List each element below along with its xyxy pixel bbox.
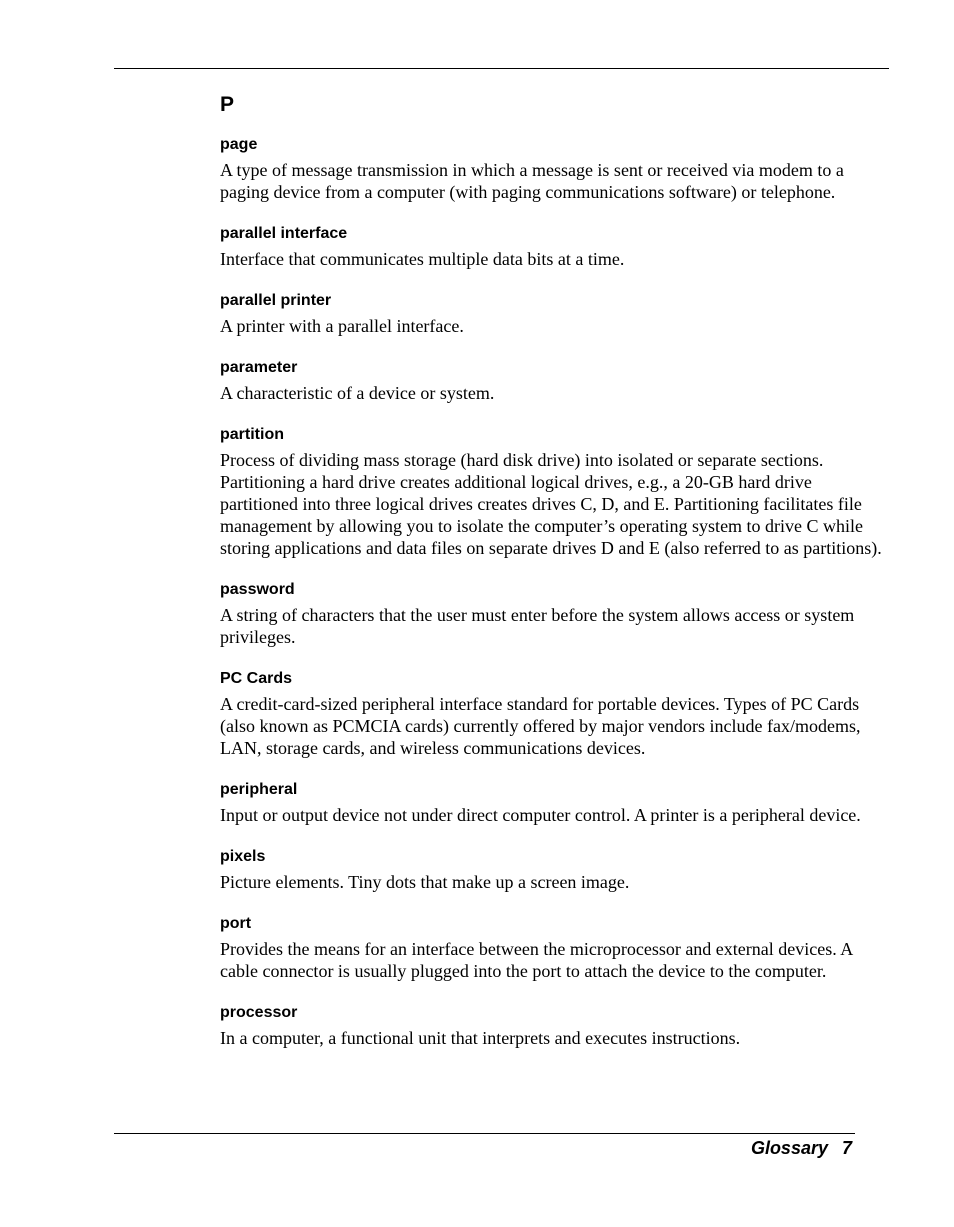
entry-term: parallel printer bbox=[220, 292, 332, 309]
entry-term: PC Cards bbox=[220, 670, 293, 687]
page-number: 7 bbox=[841, 1138, 852, 1158]
glossary-content bbox=[220, 92, 885, 1070]
glossary-entry-page bbox=[220, 135, 885, 203]
entry-term: password bbox=[220, 581, 295, 598]
entry-definition: Input or output device not under direct computer control. A printer is a peripheral device. bbox=[220, 805, 861, 825]
entry-term: processor bbox=[220, 1004, 298, 1021]
entry-definition: In a computer, a functional unit that interprets and executes instructions. bbox=[220, 1028, 741, 1048]
entry-definition: A credit-card-sized peripheral interface standard for portable devices. Types of PC Cards (also known as PCMCIA cards) currently offered by major vendors include fax/modems, LAN, storage cards, and wireless communications devices. bbox=[220, 694, 861, 758]
entry-term: partition bbox=[220, 426, 284, 443]
entry-definition: Picture elements. Tiny dots that make up a screen image. bbox=[220, 872, 630, 892]
glossary-entry-parameter bbox=[220, 358, 885, 404]
footer-rule bbox=[114, 1133, 855, 1134]
entry-term: pixels bbox=[220, 848, 266, 865]
page-footer bbox=[751, 1137, 852, 1159]
entry-term: parallel interface bbox=[220, 225, 348, 242]
entry-definition: Provides the means for an interface between the microprocessor and external devices. A cable connector is usually plugged into the port to attach the device to the computer. bbox=[220, 939, 853, 981]
entry-term: port bbox=[220, 915, 252, 932]
section-letter: P bbox=[220, 93, 235, 116]
entry-definition: A printer with a parallel interface. bbox=[220, 316, 464, 336]
footer-section-title: Glossary bbox=[750, 1138, 828, 1158]
glossary-entry-pc-cards bbox=[220, 669, 885, 759]
entry-term: peripheral bbox=[220, 781, 298, 798]
entry-definition: Process of dividing mass storage (hard disk drive) into isolated or separate sections. Partitioning a hard drive creates additional logical drives, e.g., a 20-GB hard drive partitioned into three logical drives creates drives C, D, and E. Partitioning facilitates file management by allowing you to isolate the computer’s operating system to drive C while storing applications and data files on separate drives D and E (also referred to as partitions). bbox=[220, 450, 882, 558]
glossary-entry-port bbox=[220, 914, 885, 982]
glossary-entry-peripheral bbox=[220, 780, 885, 826]
glossary-entry-parallel-printer bbox=[220, 291, 885, 337]
entry-definition: Interface that communicates multiple data bits at a time. bbox=[220, 249, 625, 269]
entry-definition: A characteristic of a device or system. bbox=[220, 383, 495, 403]
entry-definition: A string of characters that the user must enter before the system allows access or system privileges. bbox=[220, 605, 855, 647]
glossary-entry-parallel-interface bbox=[220, 224, 885, 270]
entry-term: parameter bbox=[220, 359, 298, 376]
glossary-entry-pixels bbox=[220, 847, 885, 893]
entry-definition: A type of message transmission in which a message is sent or received via modem to a paging device from a computer (with paging communications software) or telephone. bbox=[220, 160, 844, 202]
glossary-entry-partition bbox=[220, 425, 885, 559]
glossary-entry-processor bbox=[220, 1003, 885, 1049]
entry-term: page bbox=[220, 136, 258, 153]
glossary-entry-password bbox=[220, 580, 885, 648]
header-rule bbox=[114, 68, 889, 69]
